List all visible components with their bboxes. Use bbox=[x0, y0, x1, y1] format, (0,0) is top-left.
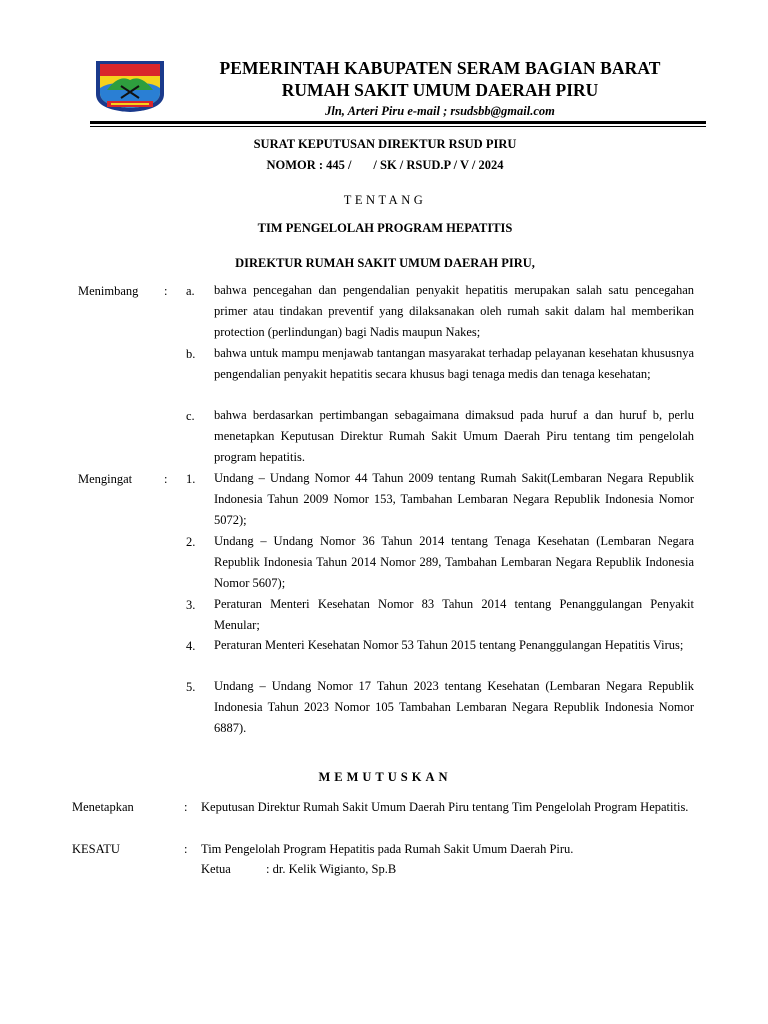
mengingat-colon: : bbox=[164, 472, 168, 486]
mengingat-item-3: Peraturan Menteri Kesehatan Nomor 83 Tahun 2014 tentang Penanggulangan Penyakit Menular; bbox=[214, 597, 694, 632]
mengingat-mark-1: 1. bbox=[186, 472, 196, 486]
header-address: Jln, Arteri Piru e-mail ; rsudsbb@gmail.com bbox=[325, 104, 555, 118]
mengingat-label: Mengingat bbox=[78, 472, 133, 486]
header-hospital: RUMAH SAKIT UMUM DAERAH PIRU bbox=[281, 80, 599, 100]
kesatu-text: Tim Pengelolah Program Hepatitis pada Rumah Sakit Umum Daerah Piru. bbox=[201, 842, 574, 856]
mengingat-item-4: Peraturan Menteri Kesehatan Nomor 53 Tahun 2015 tentang Penanggulangan Hepatitis Virus; bbox=[214, 638, 684, 652]
menimbang-item-a: bahwa pencegahan dan pengendalian penyakit hepatitis merupakan salah satu pencegahan primer atau tindakan preventif yang dilaksanakan oleh rumah sakit dalam hal memberikan protection (perlindungan) bagi Nadis maupun Nakes; bbox=[214, 283, 694, 339]
menimbang-mark-b: b. bbox=[186, 347, 196, 361]
ketua-label: Ketua bbox=[201, 862, 231, 876]
kesatu-label: KESATU bbox=[72, 842, 120, 856]
mengingat-mark-3: 3. bbox=[186, 598, 196, 612]
header-rule-thin bbox=[90, 126, 706, 127]
mengingat-mark-5: 5. bbox=[186, 680, 196, 694]
menetapkan-text: Keputusan Direktur Rumah Sakit Umum Daerah Piru tentang Tim Pengelolah Program Hepatitis. bbox=[201, 800, 689, 814]
tentang-heading: TENTANG bbox=[343, 193, 427, 207]
menimbang-mark-a: a. bbox=[186, 284, 195, 298]
decree-subject: TIM PENGELOLAH PROGRAM HEPATITIS bbox=[257, 221, 513, 235]
mengingat-mark-2: 2. bbox=[186, 535, 196, 549]
menimbang-item-b: bahwa untuk mampu menjawab tantangan masyarakat terhadap pelayanan kesehatan khususnya pengendalian penyakit hepatitis secara khusus bagi tenaga medis dan tenaga kesehatan; bbox=[214, 346, 694, 381]
menimbang-mark-c: c. bbox=[186, 409, 195, 423]
menetapkan-label: Menetapkan bbox=[72, 800, 134, 814]
menimbang-item-c: bahwa berdasarkan pertimbangan sebagaimana dimaksud pada huruf a dan huruf b, perlu menetapkan Keputusan Direktur Rumah Sakit Umum Daerah Piru tentang tim pengelolah program hepatitis. bbox=[214, 408, 694, 464]
ketua-value: : dr. Kelik Wigianto, Sp.B bbox=[266, 862, 397, 876]
decree-number: NOMOR : 445 / / SK / RSUD.P / V / 2024 bbox=[266, 158, 504, 172]
director-heading: DIREKTUR RUMAH SAKIT UMUM DAERAH PIRU, bbox=[235, 256, 535, 270]
header-government: PEMERINTAH KABUPATEN SERAM BAGIAN BARAT bbox=[219, 58, 661, 78]
header-rule-thick bbox=[90, 121, 706, 124]
kesatu-colon: : bbox=[184, 842, 188, 856]
decree-title: SURAT KEPUTUSAN DIREKTUR RSUD PIRU bbox=[253, 137, 517, 151]
menimbang-colon: : bbox=[164, 284, 168, 298]
mengingat-item-5: Undang – Undang Nomor 17 Tahun 2023 tentang Kesehatan (Lembaran Negara Republik Indonesia Tahun 2023 Nomor 105 Tambahan Lembaran Negara Republik Indonesia Nomor 6887). bbox=[214, 679, 694, 735]
regency-logo bbox=[93, 58, 167, 114]
mengingat-item-1: Undang – Undang Nomor 44 Tahun 2009 tentang Rumah Sakit(Lembaran Negara Republik Indonesia Tahun 2009 Nomor 153, Tambahan Lembaran Negara Republik Indonesia Nomor 5072); bbox=[214, 471, 694, 527]
memutuskan-heading: MEMUTUSKAN bbox=[318, 770, 452, 784]
mengingat-item-2: Undang – Undang Nomor 36 Tahun 2014 tentang Tenaga Kesehatan (Lembaran Negara Republik Indonesia Tahun 2014 Nomor 289, Tambahan Lembaran Negara Republik Indonesia Nomor 5607); bbox=[214, 534, 694, 590]
menimbang-label: Menimbang bbox=[78, 284, 139, 298]
mengingat-mark-4: 4. bbox=[186, 639, 196, 653]
menetapkan-colon: : bbox=[184, 800, 188, 814]
